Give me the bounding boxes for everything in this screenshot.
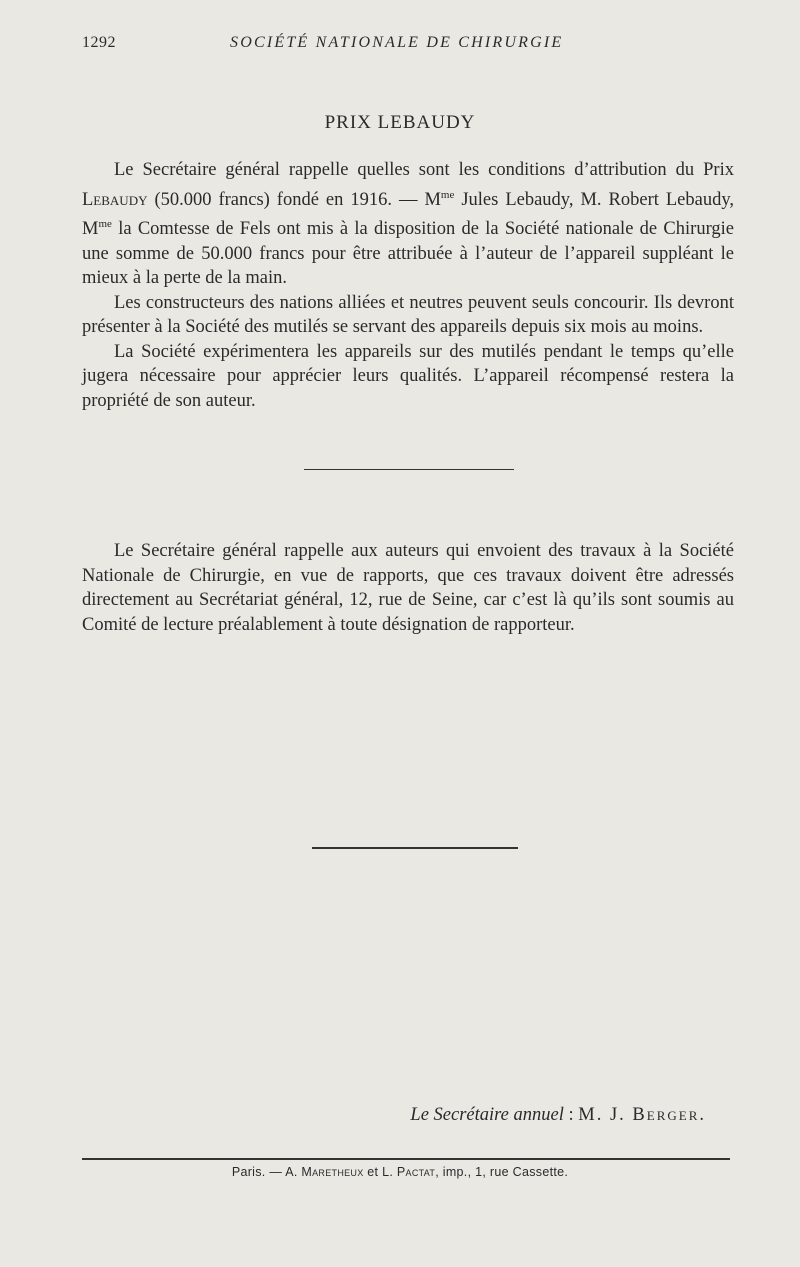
notice-body: [82, 539, 734, 637]
section-divider: [312, 847, 518, 849]
superscript: me: [440, 188, 455, 201]
signature-name-prefix: M. J.: [578, 1105, 633, 1125]
page-number: 1292: [82, 34, 116, 51]
prize-section-body: [82, 158, 734, 413]
signature-role: Le Secrétaire annuel: [410, 1105, 564, 1125]
printer-name: Maretheux: [301, 1165, 364, 1179]
text-run: Paris. — A.: [231, 1165, 302, 1179]
journal-title: SOCIÉTÉ NATIONALE DE CHIRURGIE: [230, 34, 564, 51]
signature-name: Berger: [632, 1105, 700, 1125]
running-head: [82, 34, 732, 58]
text-run: Le Secrétaire général rappelle quelles sont les conditions d’attribution du Prix: [114, 160, 734, 180]
text-run: (50.000 francs) fondé en 1916. — M: [147, 189, 441, 210]
section-divider: [304, 469, 514, 470]
text-run: la Comtesse de Fels ont mis à la disposition de la Société nationale de Chirurgie une somme de 50.000 francs pour être attribuée à l’auteur de l’appareil suppléant le mieux à la perte de la main.: [82, 219, 734, 289]
prize-name: Lebaudy: [82, 189, 148, 210]
paragraph-evaluation: La Société expérimentera les appareils sur des mutilés pendant le temps qu’elle jugera nécessaire pour apprécier leurs qualités. L’appareil récompensé restera la propriété de son auteur.: [82, 341, 734, 411]
signature-separator: :: [563, 1105, 579, 1125]
printer-name: Pactat: [396, 1165, 436, 1179]
superscript: me: [98, 218, 112, 231]
signature-end: .: [699, 1105, 704, 1125]
signature-line: [410, 1105, 704, 1126]
section-heading: PRIX LEBAUDY: [324, 112, 476, 133]
text-run: Jules Lebaudy, M. Robert Lebaudy, M: [82, 189, 734, 240]
text-run: et L.: [363, 1165, 397, 1179]
paragraph-conditions: [82, 158, 734, 291]
printer-imprint: [0, 1165, 800, 1179]
footer-rule: [82, 1158, 730, 1160]
paragraph-notice: Le Secrétaire général rappelle aux auteurs qui envoient des travaux à la Société Nationale de Chirurgie, en vue de rapports, que ces travaux doivent être adressés directement au Secrétariat général, 12, rue de Seine, car c’est là qu’ils sont soumis au Comité de lecture préalablement à toute désignation de rapporteur.: [82, 541, 734, 635]
paragraph-eligibility: Les constructeurs des nations alliées et neutres peuvent seuls concourir. Ils devront présenter à la Société des mutilés se servant des appareils depuis six mois au moins.: [82, 292, 734, 338]
text-run: , imp., 1, rue Cassette.: [435, 1165, 569, 1179]
